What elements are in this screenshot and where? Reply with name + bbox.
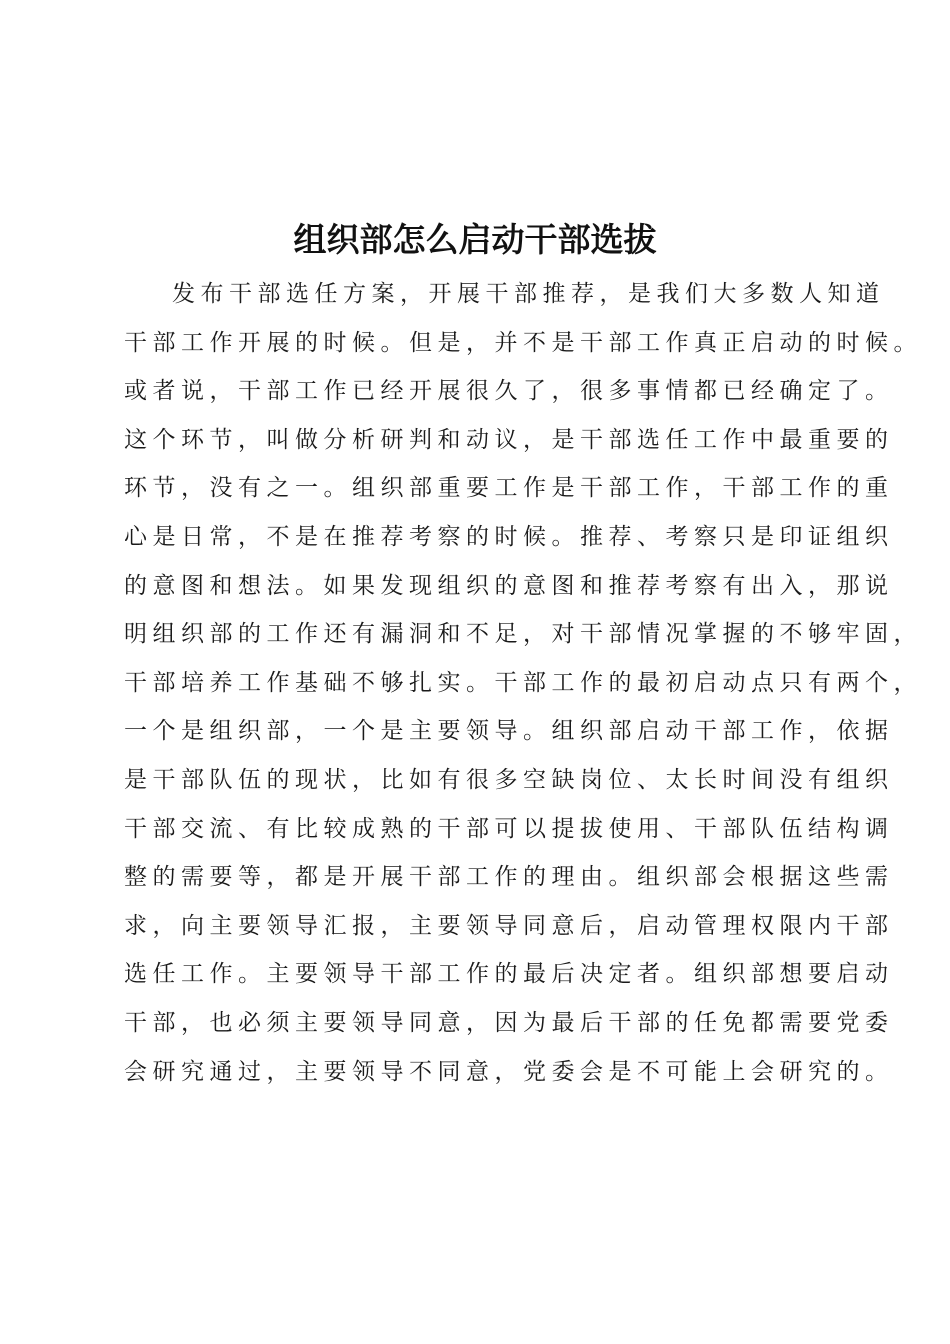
paragraph-line: 明组织部的工作还有漏洞和不足，对干部情况掌握的不够牢固， (124, 621, 922, 648)
paragraph-line: 干部，也必须主要领导同意，因为最后干部的任免都需要党委 (124, 1009, 894, 1036)
paragraph-line: 心是日常，不是在推荐考察的时候。推荐、考察只是印证组织 (124, 523, 894, 550)
paragraph-line: 发布干部选任方案，开展干部推荐，是我们大多数人知道 (172, 281, 885, 307)
paragraph-line: 或者说，干部工作已经开展很久了，很多事情都已经确定了。 (124, 378, 894, 405)
document-body (124, 270, 922, 1096)
paragraph-line: 干部培养工作基础不够扎实。干部工作的最初启动点只有两个， (124, 669, 922, 696)
paragraph-line: 这个环节，叫做分析研判和动议，是干部选任工作中最重要的 (124, 426, 894, 453)
paragraph-line: 整的需要等，都是开展干部工作的理由。组织部会根据这些需 (124, 864, 894, 891)
paragraph-line: 环节，没有之一。组织部重要工作是干部工作，干部工作的重 (124, 475, 894, 502)
paragraph-line: 干部工作开展的时候。但是，并不是干部工作真正启动的时候。 (124, 329, 922, 356)
paragraph-line: 求，向主要领导汇报，主要领导同意后，启动管理权限内干部 (124, 912, 894, 939)
paragraph-line: 干部交流、有比较成熟的干部可以提拔使用、干部队伍结构调 (124, 815, 894, 842)
paragraph-line: 的意图和想法。如果发现组织的意图和推荐考察有出入，那说 (124, 572, 894, 599)
document-title: 组织部怎么启动干部选拔 (293, 220, 657, 259)
paragraph-line: 一个是组织部，一个是主要领导。组织部启动干部工作，依据 (124, 718, 894, 745)
paragraph-line: 会研究通过，主要领导不同意，党委会是不可能上会研究的。 (124, 1058, 894, 1085)
paragraph-line: 是干部队伍的现状，比如有很多空缺岗位、太长时间没有组织 (124, 766, 894, 793)
paragraph-line: 选任工作。主要领导干部工作的最后决定者。组织部想要启动 (124, 961, 894, 988)
